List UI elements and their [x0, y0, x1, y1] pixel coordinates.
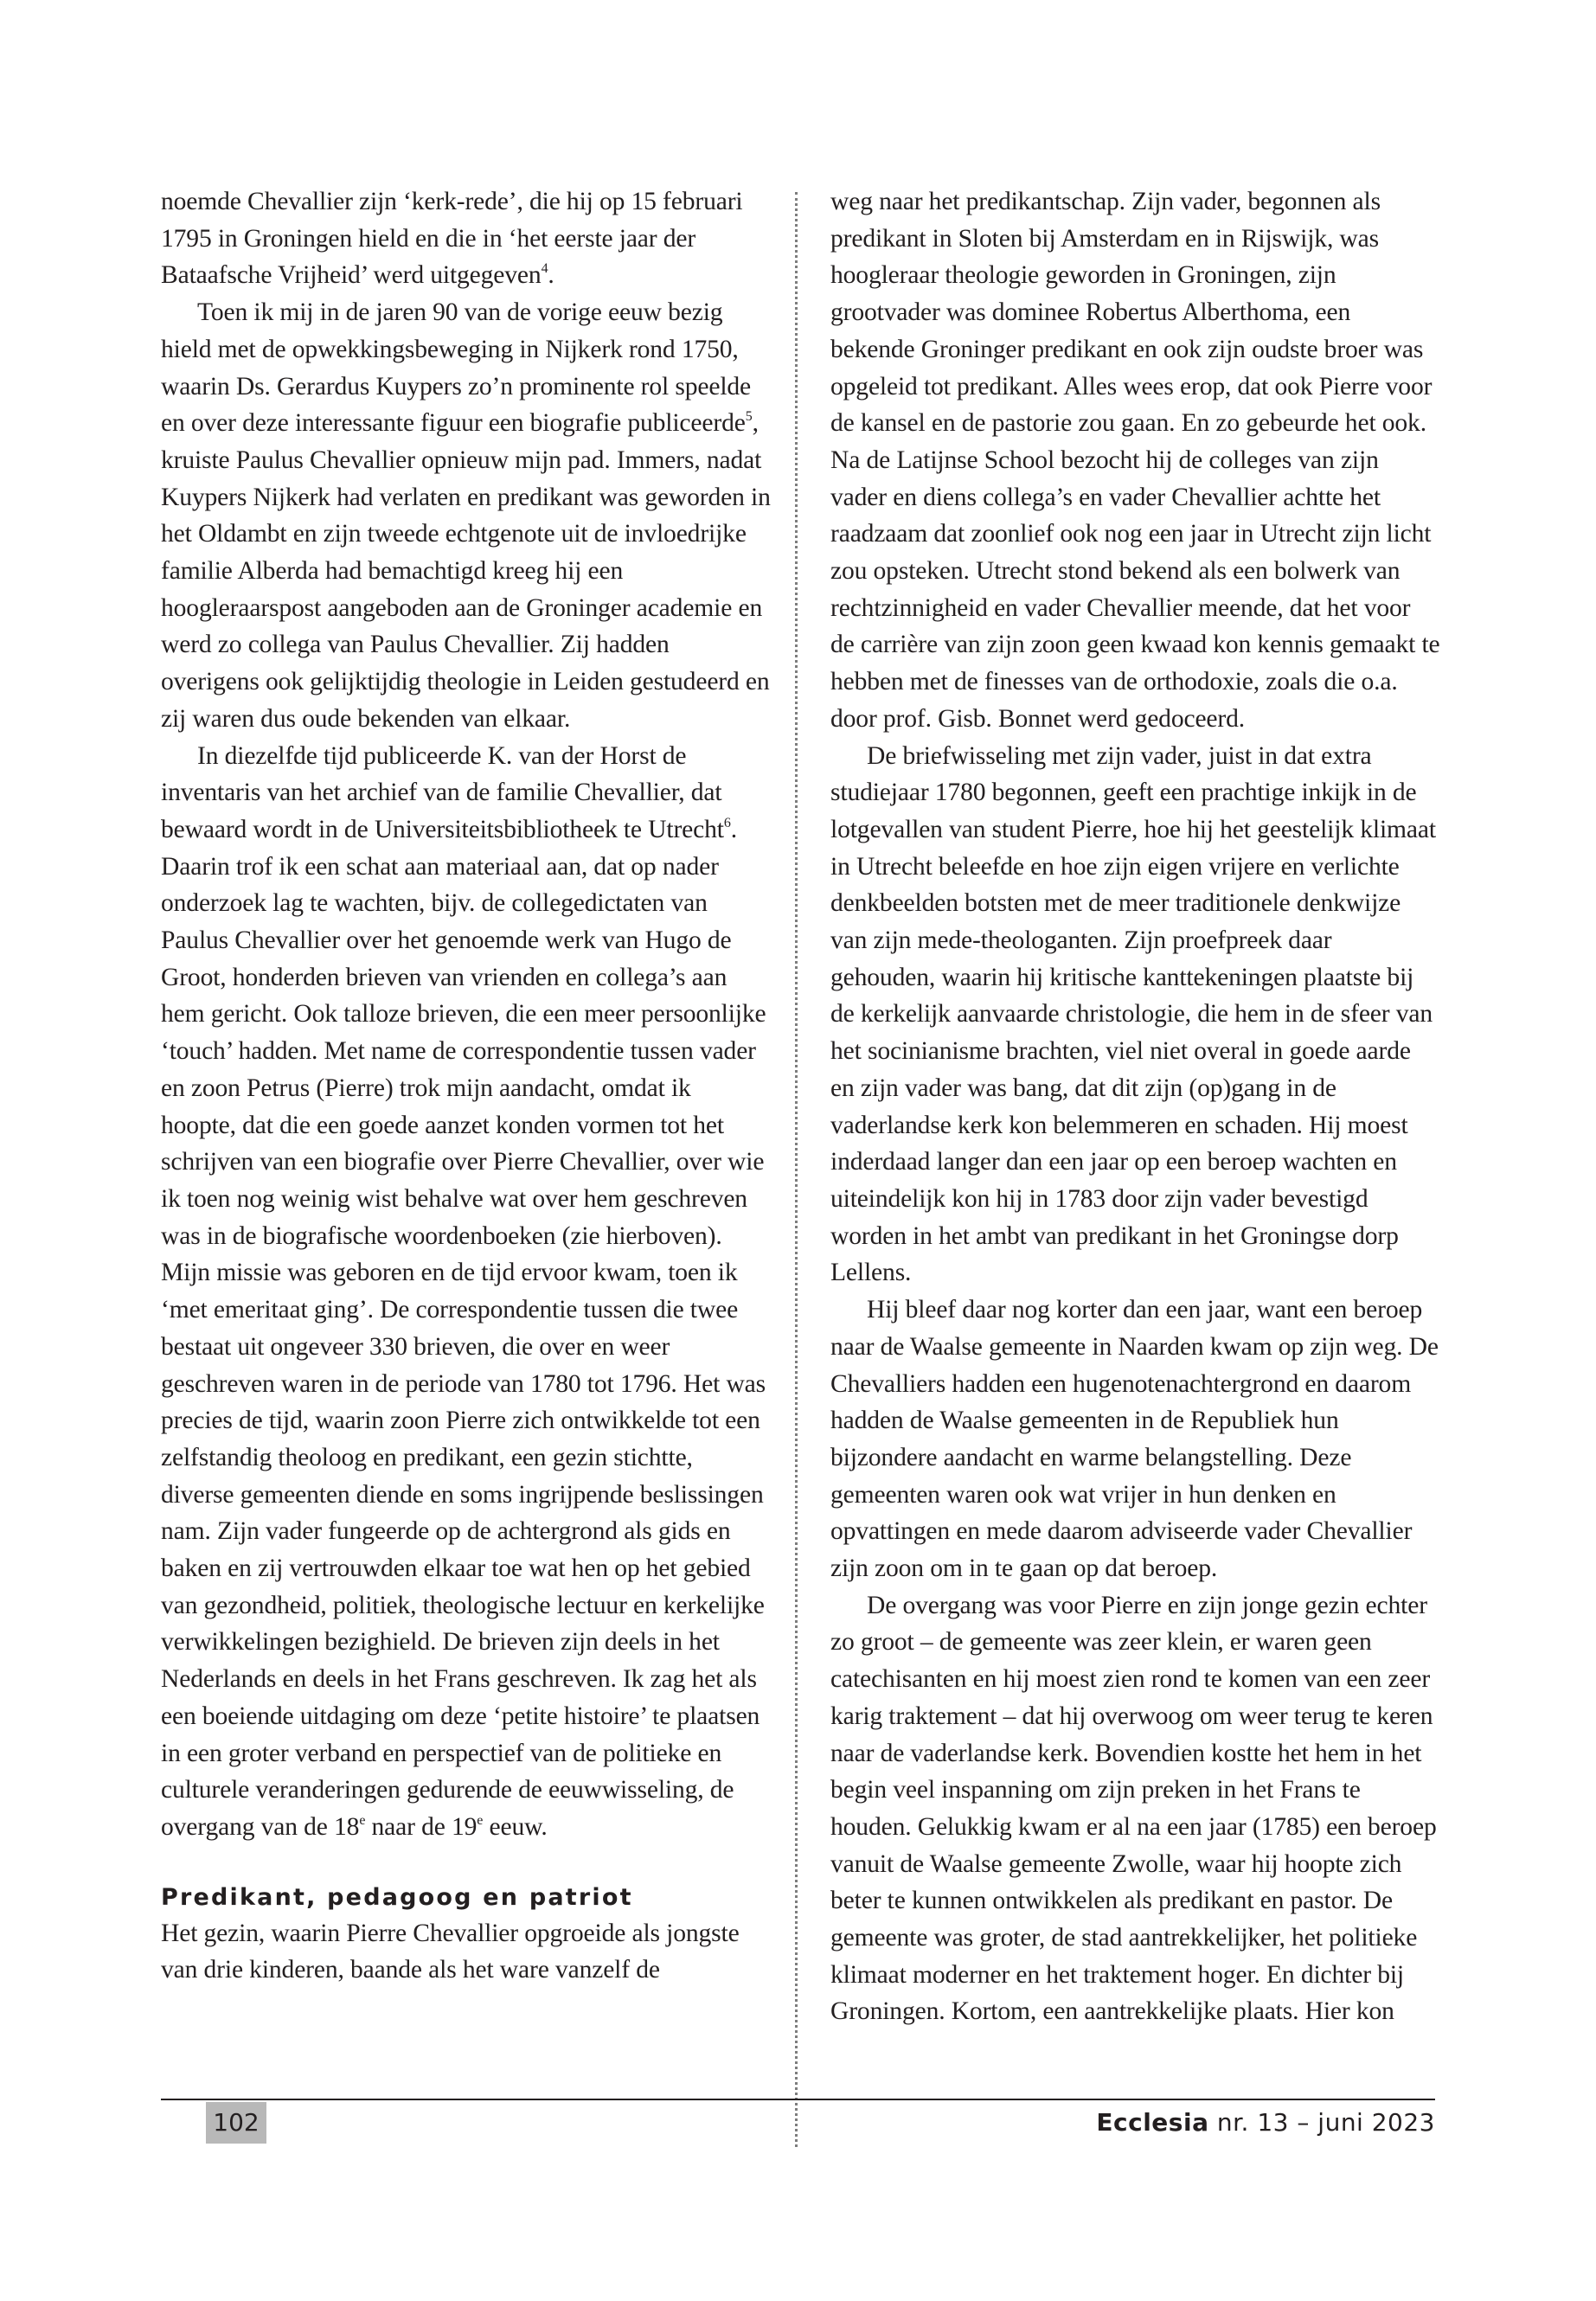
paragraph-text: In diezelfde tijd publiceerde K. van der Horst de inventaris van het archief van de familie Chevallier, dat bewaard wordt in de Universiteitsbibliotheek te Utrecht — [161, 741, 724, 843]
paragraph: Hij bleef daar nog korter dan een jaar, want een beroep naar de Waalse gemeente in Naarden kwam op zijn weg. De Chevalliers hadden een hugenotenachtergrond en daarom hadden de Waalse gemeenten in de Republiek hun bijzondere aandacht en warme belangstelling. Deze gemeenten waren ook wat vrijer in hun denken en opvattingen en mede daarom adviseerde vader Chevallier zijn zoon om in te gaan op dat beroep. — [830, 1296, 1439, 1583]
page-number: 102 — [213, 2108, 260, 2137]
superscript: e — [359, 1812, 366, 1828]
paragraph — [161, 738, 771, 1846]
paragraph-text: naar de 19 — [365, 1812, 478, 1841]
paragraph-text: , kruiste Paulus Chevallier opnieuw mijn pad. Immers, nadat Kuypers Nijkerk had verlaten en predikant was geworden in het Oldambt en zijn tweede echtgenote uit de invloedrijke familie Alberda had bemachtigd kreeg hij een hoogleraarspost aangeboden aan de Groninger academie en werd zo collega van Paulus Chevallier. Zij hadden overigens ook gelijktijdig theologie in Leiden gestudeerd en zij waren dus oude bekenden van elkaar. — [161, 409, 771, 733]
paragraph-text: . Daarin trof ik een schat aan materiaal aan, dat op nader onderzoek lag te wachten, bijv. de collegedictaten van Paulus Chevallier over het genoemde werk van Hugo de Groot, honderden brieven van vrienden en collega’s aan hem gericht. Ook talloze brieven, die een meer persoonlijke ‘touch’ hadden. Met name de correspondentie tussen vader en zoon Petrus (Pierre) trok mijn aandacht, omdat ik hoopte, dat die een goede aanzet konden vormen tot het schrijven van een biografie over Pierre Chevallier, over wie ik toen nog weinig wist behalve wat over hem geschreven was in de biografische woordenboeken (zie hierboven). Mijn missie was geboren en de tijd ervoor kwam, toen ik ‘met emeritaat ging’. De correspondentie tussen die twee bestaat uit ongeveer 330 brieven, die over en weer geschreven waren in de periode van 1780 tot 1796. Het was precies de tijd, waarin zoon Pierre zich ontwikkelde tot een zelfstandig theoloog en predikant, een gezin stichtte, diverse gemeenten diende en soms ingrijpende beslissingen nam. Zijn vader fungeerde op de achtergrond als gids en baken en zij vertrouwden elkaar toe wat hen op het gebied van gezondheid, politiek, theologische lectuur en kerkelijke verwikkelingen bezighield. De brieven zijn deels in het Nederlands en deels in het Frans geschreven. Ik zag het als een boeiende uitdaging om deze ‘petite histoire’ te plaatsen in een groter verband en perspectief van de politieke en culturele veranderingen gedurende de eeuwwisseling, de overgang van de 18 — [161, 815, 766, 1841]
paragraph: Het gezin, waarin Pierre Chevallier opgroeide als jongste van drie kinderen, baande als het ware vanzelf de — [161, 1919, 740, 1984]
paragraph — [161, 294, 771, 737]
journal-name: Ecclesia — [1096, 2108, 1209, 2137]
left-column — [161, 183, 771, 1989]
journal-info — [1096, 2102, 1435, 2144]
paragraph: De overgang was voor Pierre en zijn jonge gezin echter zo groot – de gemeente was zeer klein, er waren geen catechisanten en hij moest zien rond te komen van een zeer karig traktement – dat hij overwoog om weer terug te keren naar de vaderlandse kerk. Bovendien kostte het hem in het begin veel inspanning om zijn preken in het Frans te houden. Gelukkig kwam er al na een jaar (1785) een beroep vanuit de Waalse gemeente Zwolle, waar hij hoopte zich beter te kunnen ontwikkelen als predikant en pastor. De gemeente was groter, de stad aantrekkelijker, het politieke klimaat moderner en het traktement hoger. En dichter bij Groningen. Kortom, een aantrekkelijke plaats. Hier kon — [830, 1591, 1437, 2026]
footnote-ref[interactable]: 6 — [723, 815, 731, 830]
section-heading: Predikant, pedagoog en patriot — [161, 1883, 633, 1911]
footnote-ref[interactable]: 5 — [745, 409, 753, 425]
paragraph: weg naar het predikantschap. Zijn vader, begonnen als predikant in Sloten bij Amsterdam en in Rijswijk, was hoogleraar theologie geworden in Groningen, zijn grootvader was dominee Robertus Alberthoma, een bekende Groninger predikant en ook zijn oudste broer was opgeleid tot predikant. Alles wees erop, dat ook Pierre voor de kansel en de pastorie zou gaan. En zo gebeurde het ook. Na de Latijnse School bezocht hij de colleges van zijn vader en diens collega’s en vader Chevallier achtte het raadzaam dat zoonlief ook nog een jaar in Utrecht zijn licht zou opsteken. Utrecht stond bekend als een bolwerk van rechtzinnigheid en vader Chevallier meende, dat het voor de carrière van zijn zoon geen kwaad kon kennis gemaakt te hebben met de finesses van de orthodoxie, zoals die o.a. door prof. Gisb. Bonnet werd gedoceerd. — [830, 188, 1440, 733]
paragraph: De briefwisseling met zijn vader, juist in dat extra studiejaar 1780 begonnen, geeft een prachtige inkijk in de lotgevallen van student Pierre, hoe hij het geestelijk klimaat in Utrecht beleefde en hoe zijn eigen vrijere en verlichte denkbeelden botsten met de meer traditionele denkwijze van zijn mede-theologanten. Zijn proefpreek daar gehouden, waarin hij kritische kanttekeningen plaatste bij de kerkelijk aanvaarde christologie, die hem in de sfeer van het socinianisme brachten, viel niet overal in goede aarde en zijn vader was bang, dat dit zijn (op)gang in de vaderlandse kerk kon belemmeren en schaden. Hij moest inderdaad langer dan een jaar op een beroep wachten en uiteindelijk kon hij in 1783 door zijn vader bevestigd worden in het ambt van predikant in het Groningse dorp Lellens. — [830, 741, 1436, 1287]
column-divider — [795, 192, 798, 2147]
paragraph-text: eeuw. — [483, 1812, 548, 1841]
paragraph-text: Toen ik mij in de jaren 90 van de vorige eeuw bezig hield met de opwekkingsbeweging in Nijkerk rond 1750, waarin Ds. Gerardus Kuypers zo’n prominente rol speelde en over deze interessante figuur een biografie publiceerde — [161, 298, 752, 438]
journal-issue: nr. 13 – juni 2023 — [1208, 2108, 1435, 2137]
paragraph — [161, 183, 771, 294]
footnote-ref[interactable]: 4 — [541, 261, 548, 277]
paragraph-text: noemde Chevallier zijn ‘kerk-rede’, die hij op 15 februari 1795 in Groningen hield en die in ‘het eerste jaar der Bataafsche Vrijheid’ werd uitgegeven — [161, 188, 743, 290]
superscript: e — [477, 1812, 484, 1828]
footer-rule — [161, 2099, 1435, 2100]
right-column — [830, 183, 1440, 2030]
paragraph-text: . — [548, 261, 554, 290]
